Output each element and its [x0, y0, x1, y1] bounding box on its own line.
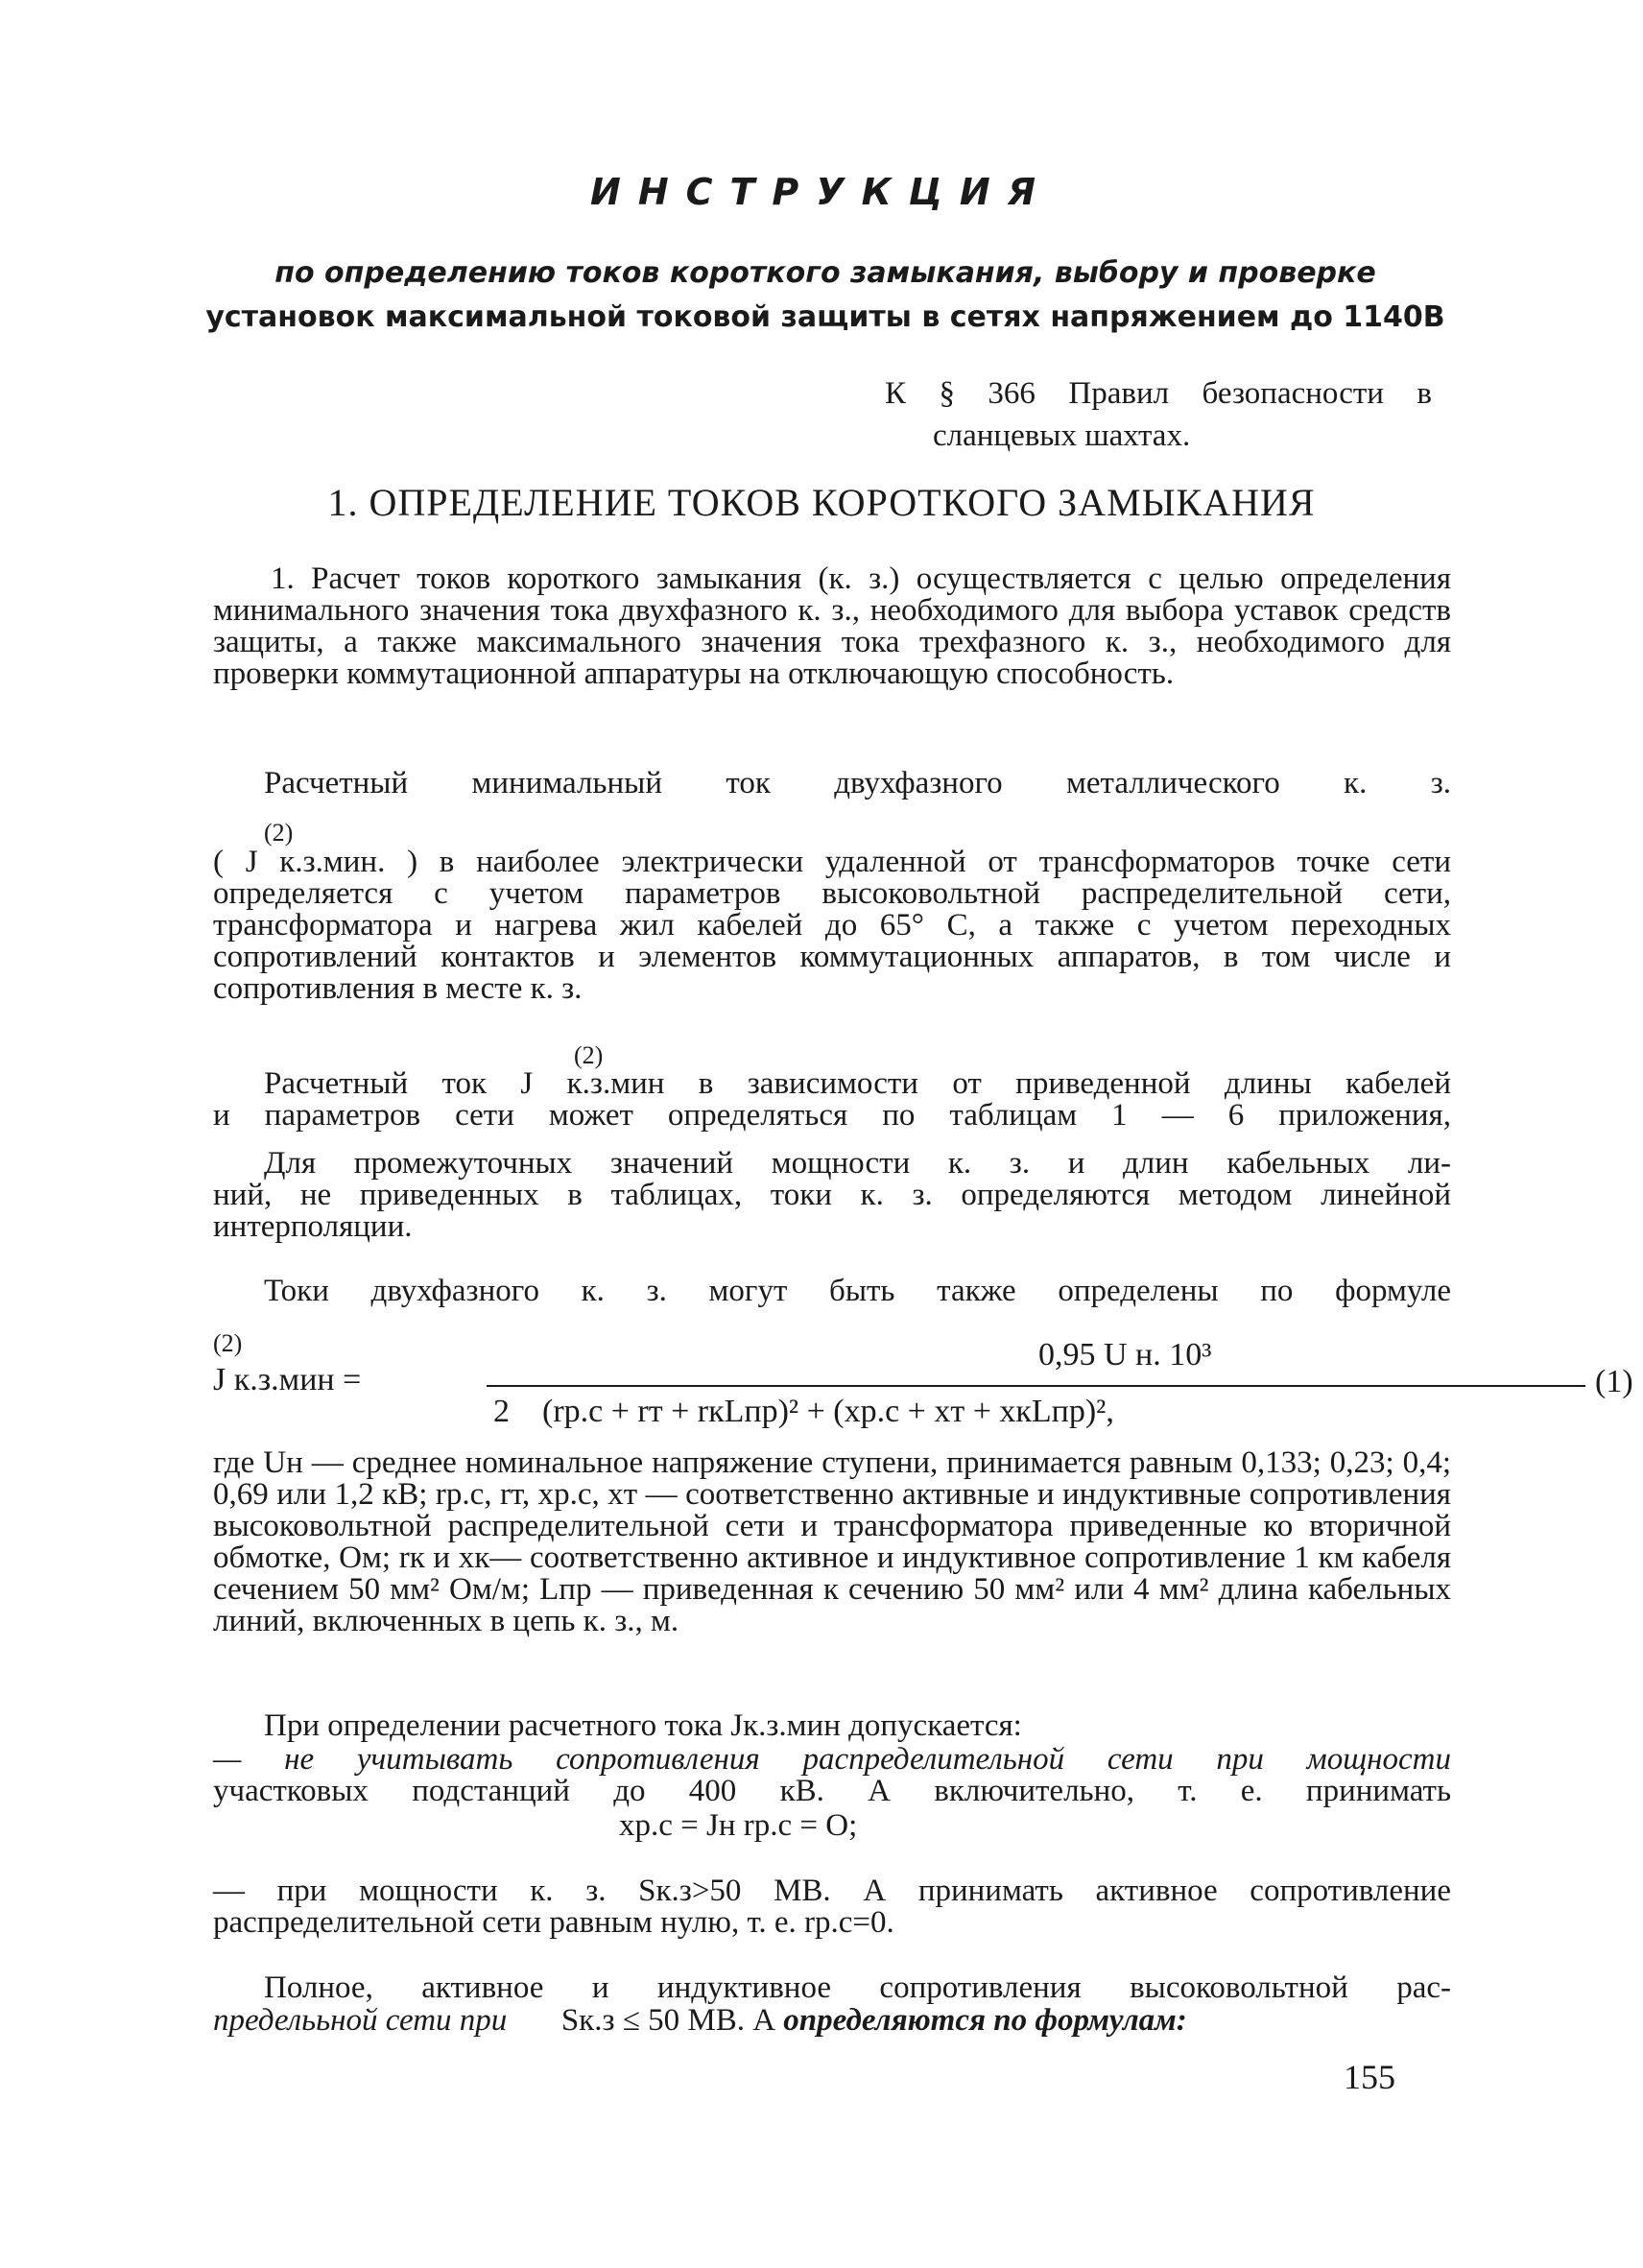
document-subtitle [202, 251, 1449, 340]
section-heading: 1. ОПРЕДЕЛЕНИЕ ТОКОВ КОРОТКОГО ЗАМЫКАНИЯ [327, 481, 1316, 524]
formula-numerator: 0,95 U н. 10³ [1038, 1337, 1212, 1373]
paragraph-4-line-1: Для промежуточных значений мощности к. з. и длин кабельных ли- [264, 1146, 1451, 1181]
paragraph-2-first-line: Расчетный минимальный ток двухфазного металлического к. з. [264, 766, 1451, 800]
reference-line-1: К § 366 Правил безопасности в [885, 376, 1432, 411]
paragraph-6: где Uн — среднее номинальное напряжение ступени, принимается равным 0,133; 0,23; 0,4; 0,69 или 1,2 кВ; rр.с, rт, xр.с, xт — соответственно активные и индуктивные сопротивления высоковольтной распределительной сети и трансформатора приведенные ко вторичной обмотке, Ом; rк и xк— соответственно активное и индуктивное сопротивление 1 км кабеля сечением 50 мм² Ом/м; Lпр — приведенная к сечению 50 мм² или 4 мм² длина кабельных линий, включенных в цепь к. з., м. [213, 1445, 1451, 1638]
paragraph-7-line-1: При определении расчетного тока Jк.з.мин допускается: [264, 1708, 1022, 1743]
paragraph-1: 1. Расчет токов короткого замыкания (к. з.) осуществляется с целью определения минимального значения тока двухфазного к. з., необходимого для выбора уставок средств защиты, а также максимального значения тока трехфазного к. з., необходимого для проверки коммутационной аппаратуры на отключающую способность. [213, 561, 1451, 691]
superscript-2-b: (2) [574, 1041, 604, 1069]
reference-line-2: сланцевых шахтах. [933, 418, 1191, 453]
fraction-line [487, 1385, 1585, 1387]
document-title: ИНСТРУКЦИЯ [590, 171, 1053, 213]
paragraph-9-part-c: определяются по формулам: [783, 2003, 1187, 2038]
paragraph-2-body: ( J к.з.мин. ) в наиболее электрически удаленной от трансформаторов точке сети определяется с учетом параметров высоковольтной распределительной сети, трансформатора и нагрева жил кабелей до 65° С, а также с учетом переходных сопротивлений контактов и элементов коммутационных аппаратов, в том числе и сопротивления в месте к. з. [213, 845, 1451, 1006]
paragraph-7-block [213, 1744, 1451, 1807]
formula-denominator: 2 (rр.с + rт + rкLпр)² + (xр.с + xт + xкLпр)², [493, 1394, 1114, 1429]
paragraph-5: Токи двухфазного к. з. могут быть также определены по формуле [264, 1274, 1451, 1308]
paragraph-3-line-1: Расчетный ток J к.з.мин в зависимости от приведенной длины кабелей [264, 1066, 1451, 1101]
page-number: 155 [1344, 2058, 1395, 2096]
formula-1 [213, 1329, 1633, 1435]
paragraph-8: — при мощности к. з. Sк.з>50 МВ. А принимать активное сопротивление распределительной сети равным нулю, т. е. rр.с=0. [213, 1874, 1451, 1940]
subtitle-line-1: по определению токов короткого замыкания, выбору и проверке [274, 256, 1376, 290]
paragraph-9-part-b: Sк.з ≤ 50 МВ. А [560, 2003, 776, 2038]
paragraph-9-line-2 [213, 2005, 1451, 2037]
formula-number: (1) [1595, 1364, 1633, 1399]
paragraph-3-line-2: и параметров сети может определяться по таблицам 1 — 6 приложения, [213, 1098, 1451, 1133]
subtitle-line-2: установок максимальной токовой защиты в сетях напряжением до 1140В [205, 300, 1445, 334]
formula-superscript: (2) [213, 1329, 243, 1357]
paragraph-7-line-3: участковых подстанций до 400 кВ. А включительно, т. е. принимать [213, 1774, 1451, 1808]
paragraph-7-line-4: xр.с = Jн rр.с = О; [619, 1808, 858, 1843]
formula-lhs: J к.з.мин = [213, 1362, 362, 1397]
superscript-2-a: (2) [264, 819, 294, 847]
paragraph-7-line-2: — не учитывать сопротивления распределительной сети при мощности [213, 1742, 1451, 1777]
paragraph-9-part-a: пределььной сети при [213, 2003, 508, 2038]
reference-note [885, 372, 1432, 457]
paragraph-9-line-1: Полное, активное и индуктивное сопротивления высоковольтной рас- [264, 1970, 1451, 2005]
paragraph-4-body: ний, не приведенных в таблицах, токи к. з. определяются методом линейной интерполяции. [213, 1178, 1451, 1244]
